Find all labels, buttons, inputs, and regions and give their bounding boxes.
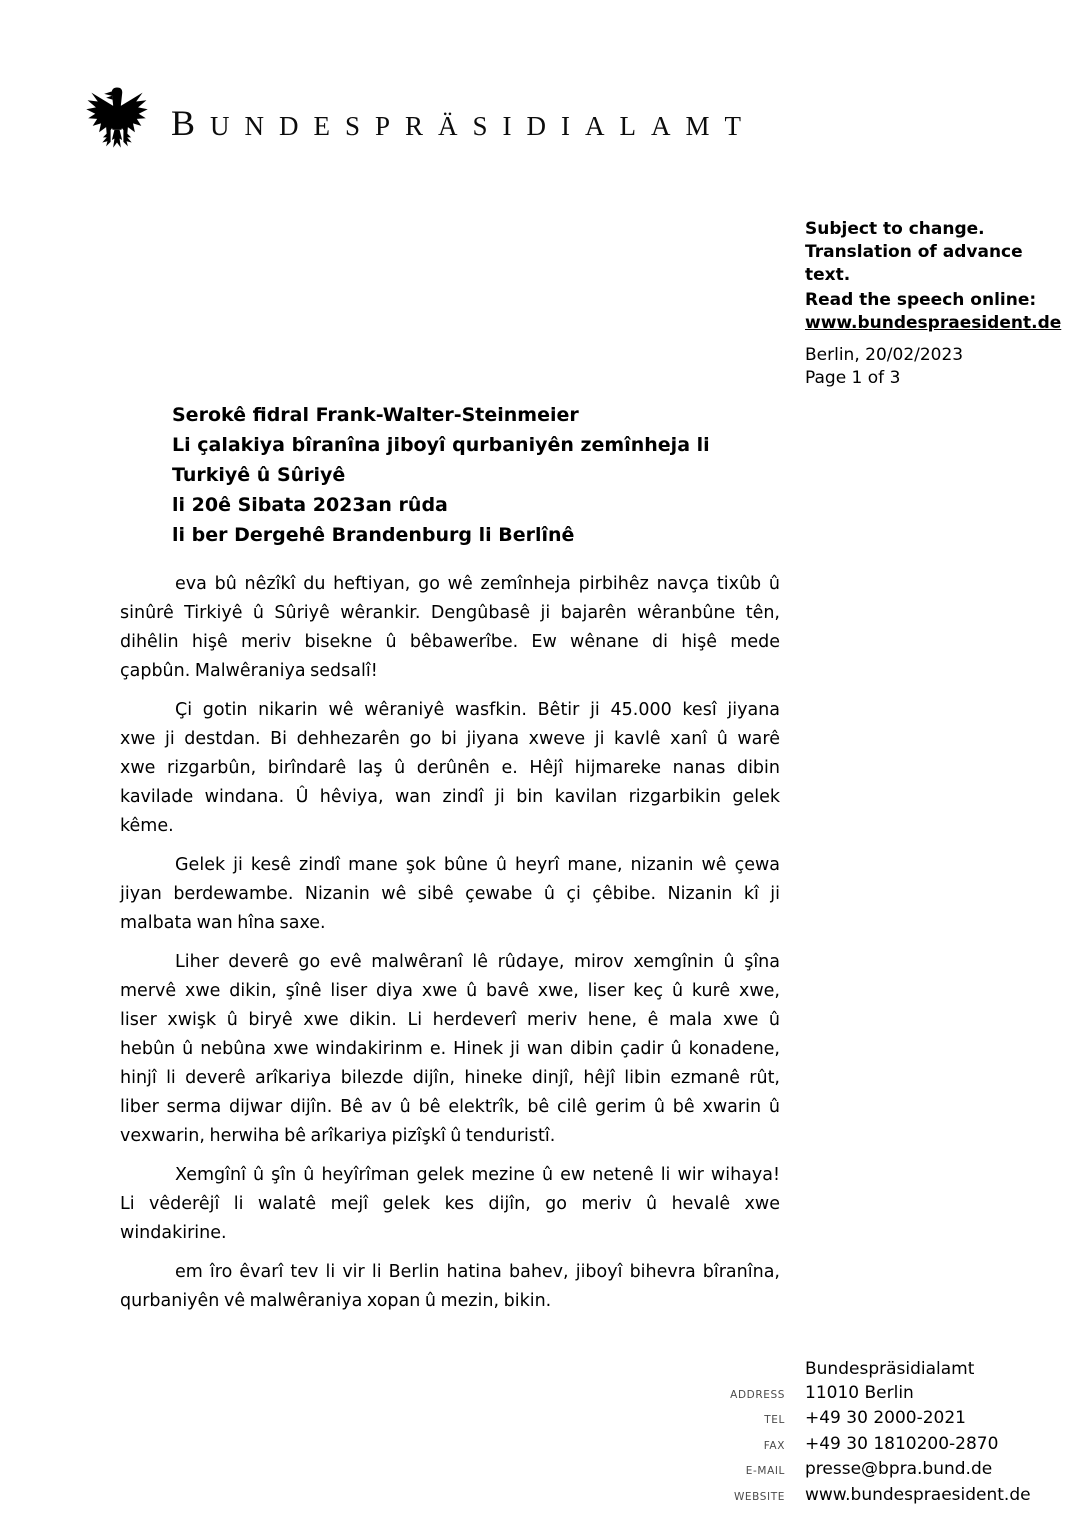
footer-row xyxy=(0,1433,1040,1459)
footer-label-email: E-MAIL xyxy=(745,1465,785,1477)
notice-line: text. xyxy=(805,265,851,285)
read-online-label: Read the speech online: xyxy=(805,290,1037,310)
text-line: Çi gotin nikarin wê wêraniyê wasfkin. Bêtir ji 45.000 kesî jiyana xyxy=(175,700,780,720)
footer-tel-value: +49 30 2000-2021 xyxy=(805,1408,966,1428)
footer-label-website: WEBSITE xyxy=(733,1490,785,1503)
footer-row xyxy=(0,1484,1040,1510)
text-line: liser xwişk û biryê xwe dikin. Li herdeverî meriv hene, ê mala xwe û xyxy=(120,1010,780,1030)
footer-row xyxy=(0,1407,1040,1433)
text-line: vexwarin, herwiha bê arîkariya pizîşkî û tenduristî. xyxy=(120,1126,556,1146)
footer-email-value: presse@bpra.bund.de xyxy=(805,1459,993,1479)
text-line: liber serma dijwar dijîn. Bê av û bê elektrîk, bê cilê gerim û bê xwarin û xyxy=(120,1097,780,1117)
footer-label-tel: TEL xyxy=(764,1414,785,1426)
text-line: Gelek ji kesê zindî mane şok bûne û heyrî mane, nizanin wê çewa xyxy=(175,855,780,875)
text-line: jiyan berdewambe. Nizanin wê sibê çewabe û çi çêbibe. Nizanin kî ji xyxy=(120,884,780,904)
read-online-block xyxy=(805,289,1060,335)
text-line: kavilade windana. Û hêviya, wan zindî ji bin kavilan rizgarbikin gelek xyxy=(120,787,780,807)
page-indicator: Page 1 of 3 xyxy=(805,368,901,388)
text-line: Xemgînî û şîn û heyîrîman gelek mezine û ew netenê li wir wihaya! xyxy=(175,1165,780,1185)
text-line: windakirine. xyxy=(120,1223,227,1243)
footer-row xyxy=(0,1458,1040,1484)
text-line: çapbûn. Malwêraniya sedsalî! xyxy=(120,661,378,681)
text-line: eva bû nêzîkî du heftiyan, go wê zemînheja pirbihêz navça tixûb û xyxy=(175,574,780,594)
speech-title-line: li 20ê Sibata 2023an rûda xyxy=(172,494,448,516)
dateline: Berlin, 20/02/2023 xyxy=(805,345,964,365)
text-line: xwe ji destdan. Bi dehhezarên go bi jiyana xweve ji kavlê xanî û warê xyxy=(120,729,780,749)
paragraph-6 xyxy=(120,1258,780,1316)
footer-org-name: Bundespräsidialamt xyxy=(805,1359,975,1379)
text-line: hebûn û nebûna xwe windakirinm e. Hinek ji wan dibin çadir û konadene, xyxy=(120,1039,780,1059)
footer-fax-value: +49 30 1810200-2870 xyxy=(805,1433,999,1454)
paragraph-3 xyxy=(120,851,780,938)
speech-title-line: Li çalakiya bîranîna jiboyî qurbaniyên zemînheja li xyxy=(172,434,710,456)
text-line: Li vêderêjî li walatê mejî gelek kes dijîn, go meriv û hevalê xwe xyxy=(120,1194,780,1214)
footer-website-value: www.bundespraesident.de xyxy=(805,1484,1031,1505)
org-wordmark: BUNDESPRÄSIDIALAMT xyxy=(171,103,757,143)
footer-label-address: ADDRESS xyxy=(730,1388,785,1401)
notice-line: Subject to change. xyxy=(805,219,985,239)
text-line: qurbaniyên vê malwêraniya xopan û mezin, bikin. xyxy=(120,1291,552,1311)
footer-row xyxy=(0,1382,1040,1408)
document-info-block xyxy=(805,218,1060,390)
text-line: dihêlin hişê meriv bisekne û bêbawerîbe. Ew wênane di hişê mede xyxy=(120,632,780,652)
paragraph-1 xyxy=(120,570,780,686)
footer-row xyxy=(0,1358,1040,1382)
bundesadler-eagle-icon xyxy=(85,80,149,166)
footer-address-value: 11010 Berlin xyxy=(805,1382,914,1403)
text-line: mervê xwe dikin, şînê liser diya xwe û bavê xwe, liser keç û kurê xwe, xyxy=(120,981,780,1001)
text-line: xwe rizgarbûn, birîndarê laş û derûnên e. Hêjî hijmareke nanas dibin xyxy=(120,758,780,778)
text-line: sinûrê Tirkiyê û Sûriyê wêrankir. Dengûbasê ji bajarên wêranbûne tên, xyxy=(120,603,780,623)
contact-footer xyxy=(0,1358,1040,1509)
change-notice xyxy=(805,218,1060,287)
text-line: kême. xyxy=(120,816,174,836)
paragraph-2 xyxy=(120,696,780,841)
speech-title-line: Serokê fidral Frank-Walter-Steinmeier xyxy=(172,404,579,426)
letterhead xyxy=(85,80,756,166)
paragraph-4 xyxy=(120,948,780,1151)
speech-title xyxy=(172,400,710,550)
text-line: hinjî li deverê arîkariya bilezde dijîn, hineke dinjî, hêjî libin ezmanê rût, xyxy=(120,1068,780,1088)
speech-body xyxy=(120,570,780,1326)
paragraph-5 xyxy=(120,1161,780,1248)
notice-line: Translation of advance xyxy=(805,242,1023,262)
speech-title-line: li ber Dergehê Brandenburg li Berlînê xyxy=(172,524,575,546)
text-line: Liher deverê go evê malwêranî lê rûdaye, mirov xemgînin û şîna xyxy=(175,952,780,972)
speech-online-link[interactable]: www.bundespraesident.de xyxy=(805,313,1062,333)
footer-label-fax: FAX xyxy=(763,1439,785,1452)
speech-title-line: Turkiyê û Sûriyê xyxy=(172,464,346,486)
text-line: malbata wan hîna saxe. xyxy=(120,913,326,933)
text-line: em îro êvarî tev li vir li Berlin hatina bahev, jiboyî bihevra bîranîna, xyxy=(175,1262,780,1282)
